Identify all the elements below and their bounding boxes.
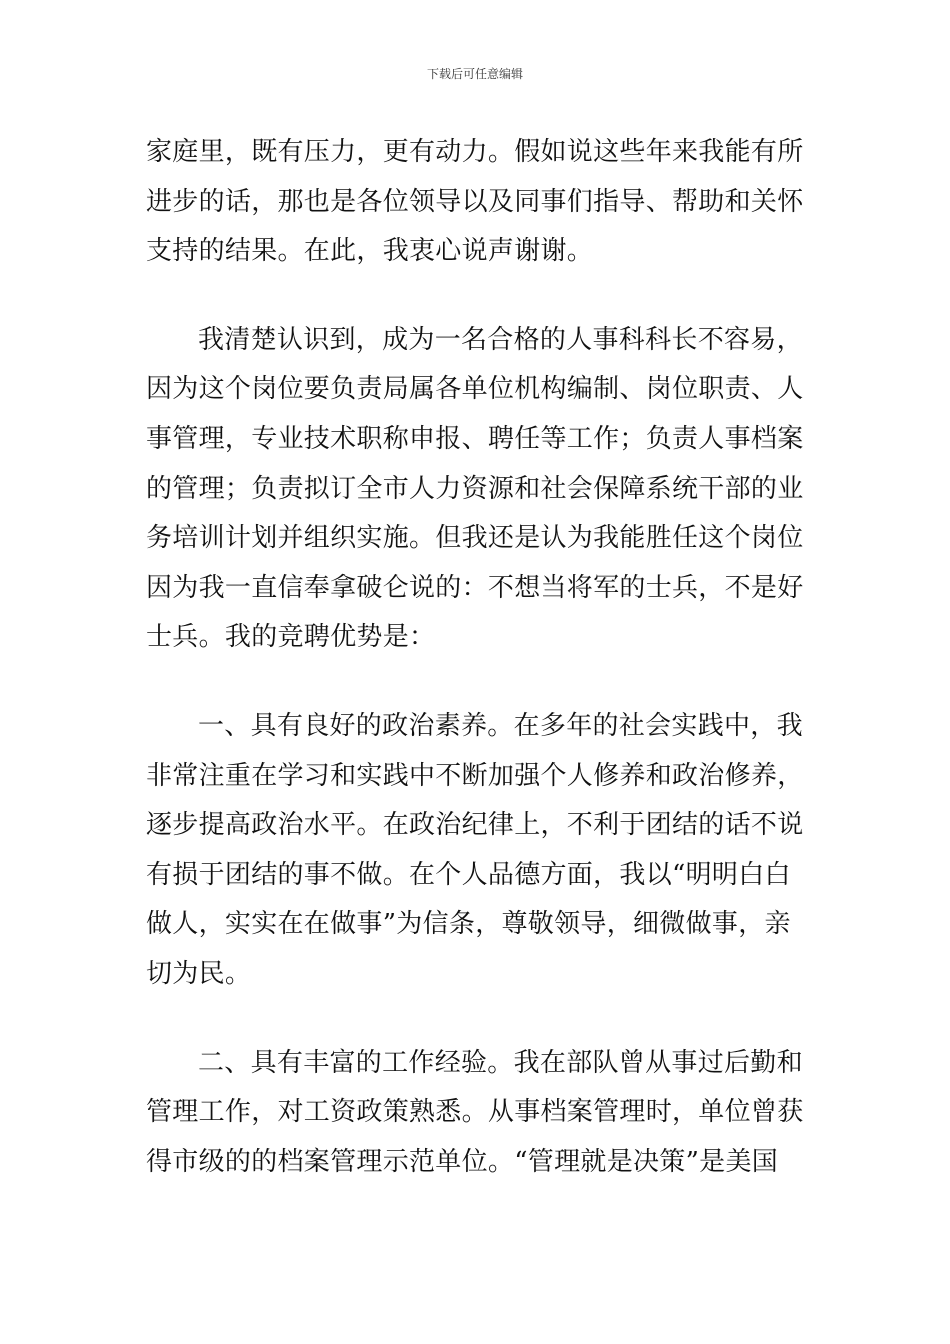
text-line: 支持的结果。在此，我衷心说声谢谢。 <box>146 236 594 267</box>
text-line: 因为我一直信奉拿破仑说的：不想当将军的士兵，不是好 <box>146 572 804 603</box>
paragraph-3 <box>146 702 806 1000</box>
paragraph-2 <box>146 316 806 663</box>
page-header: 下载后可任意编辑 <box>426 67 523 81</box>
text-line: 一、具有良好的政治素养。在多年的社会实践中，我 <box>198 710 803 741</box>
text-line: 管理工作，对工资政策熟悉。从事档案管理时，单位曾获 <box>146 1097 804 1128</box>
text-line: 逐步提高政治水平。在政治纪律上，不利于团结的话不说 <box>146 810 804 841</box>
text-line: 事管理，专业技术职称申报、聘任等工作；负责人事档案 <box>146 423 804 454</box>
text-line: 做人，实实在在做事”为信条，尊敬领导，细微做事，亲 <box>146 909 791 940</box>
text-line: 非常注重在学习和实践中不断加强个人修养和政治修养， <box>146 760 804 791</box>
text-line: 的管理；负责拟订全市人力资源和社会保障系统干部的业 <box>146 473 804 504</box>
text-line: 务培训计划并组织实施。但我还是认为我能胜任这个岗位 <box>146 523 804 554</box>
paragraph-4 <box>146 1039 806 1188</box>
document-body <box>146 128 806 1226</box>
text-line: 我清楚认识到，成为一名合格的人事科科长不容易， <box>198 324 803 355</box>
text-line: 二、具有丰富的工作经验。我在部队曾从事过后勤和 <box>198 1047 803 1078</box>
text-line: 家庭里，既有压力，更有动力。假如说这些年来我能有所 <box>146 137 804 167</box>
paragraph-1 <box>146 128 806 277</box>
text-line: 得市级的的档案管理示范单位。“管理就是决策”是美国 <box>146 1146 779 1177</box>
text-line: 切为民。 <box>146 958 252 989</box>
text-line: 士兵。我的竞聘优势是： <box>146 622 436 653</box>
text-line: 因为这个岗位要负责局属各单位机构编制、岗位职责、人 <box>146 374 804 405</box>
text-line: 有损于团结的事不做。在个人品德方面，我以“明明白白 <box>146 859 791 890</box>
text-line: 进步的话，那也是各位领导以及同事们指导、帮助和关怀 <box>146 186 804 217</box>
